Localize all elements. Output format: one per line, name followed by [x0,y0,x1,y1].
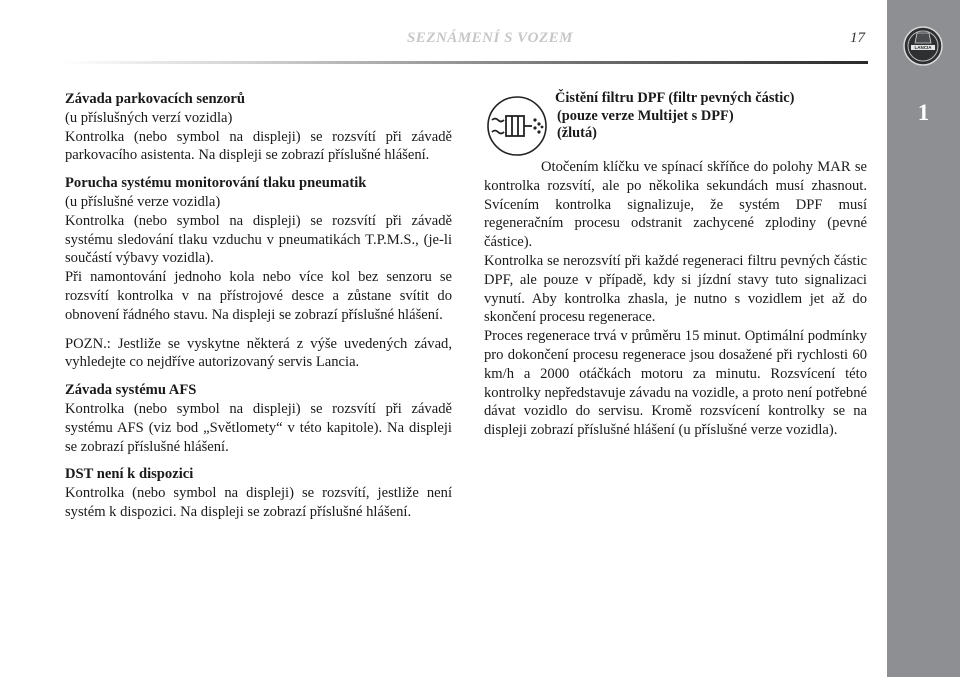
chapter-number: 1 [917,100,930,125]
parking-sensor-section [65,90,452,165]
parking-sensor-subtitle: (u příslušných verzí vozidla) [65,109,233,126]
svg-text:LANCIA: LANCIA [914,45,932,50]
chapter-sidebar [887,0,960,677]
afs-text: Kontrolka (nebo symbol na displeji) se rozsvítí při závadě systému AFS (viz bod „Světlomety“ v této kapitole). Na displeji se zobrazí příslušné hlášení. [65,400,452,455]
right-column [484,90,867,440]
header-divider [60,61,868,64]
dpf-titles [555,90,794,143]
afs-section [65,381,452,456]
tpms-text-2: Při namontování jednoho kola nebo více kol bez senzoru se rozsvítí kontrolka v na přístrojové desce a zůstane svítit do obnovení řádného stavu. Na displeji se zobrazí příslušné hlášení. [65,269,452,323]
section-title: SEZNÁMENÍ S VOZEM [406,30,574,46]
tpms-title: Porucha systému monitorování tlaku pneumatik [65,175,367,192]
tpms-section [65,174,452,372]
dpf-color-label: (žlutá) [557,125,597,141]
tpms-text: Kontrolka (nebo symbol na displeji) se rozsvítí při závadě systému sledování tlaku vzduchu v pneumatikách T.P.M.S., (je-li součástí výbavy vozidla). [65,212,452,267]
lancia-logo-icon [903,24,943,68]
dpf-filter-icon [484,96,550,156]
dpf-text-2: Kontrolka se nerozsvítí při každé regeneraci filtru pevných částic DPF, ale pouze v případě, kdy si jízdní stavy tuto signalizaci vynutí. Aby kontrolka zhasla, je nutno s vozidlem jet až do skončení procesu regenerace. [484,252,867,326]
tpms-subtitle: (u příslušné verze vozidla) [65,193,221,210]
tpms-note: POZN.: Jestliže se vyskytne některá z výše uvedených závad, vyhledejte co nejdříve autorizovaný servis Lancia. [65,335,452,371]
dst-section [65,465,452,521]
left-column [65,90,452,531]
afs-title: Závada systému AFS [65,382,197,399]
dpf-text-1: Otočením klíčku ve spínací skříňce do polohy MAR se kontrolka rozsvítí, ale po několika sekundách musí zhasnout. Svícením kontrolka signalizuje, že systém DPF musí regeneračním procesu odstranit zachycené zplodiny (pevné částice). [484,159,867,251]
page-number: 17 [850,30,865,46]
dpf-text-3: Proces regenerace trvá v průměru 15 minut. Optimální podmínky pro dokončení procesu regenerace jsou dosažené při rychlosti 60 km/h a 2000 otáčkách motoru za minutu. Rozsvícení této kontrolky nepředstavuje závadu na vozidle, a proto není potřebné dávat vozidlo do servisu. Kromě rozsvícení kontrolky se na displeji zobrazí příslušné hlášení (u příslušné verze vozidla). [484,328,867,439]
dst-text: Kontrolka (nebo symbol na displeji) se rozsvítí, jestliže není systém k dispozici. Na displeji se zobrazí příslušné hlášení. [65,485,452,520]
dst-title: DST není k dispozici [65,466,194,483]
dpf-subtitle: (pouze verze Multijet s DPF) [557,107,734,124]
parking-sensor-title: Závada parkovacích senzorů [65,91,245,107]
dpf-header [484,90,867,156]
dpf-title: Čistění filtru DPF (filtr pevných částic) [555,90,795,106]
parking-sensor-text: Kontrolka (nebo symbol na displeji) se rozsvítí při závadě parkovacího asistenta. Na displeji se zobrazí příslušné hlášení. [65,128,452,164]
